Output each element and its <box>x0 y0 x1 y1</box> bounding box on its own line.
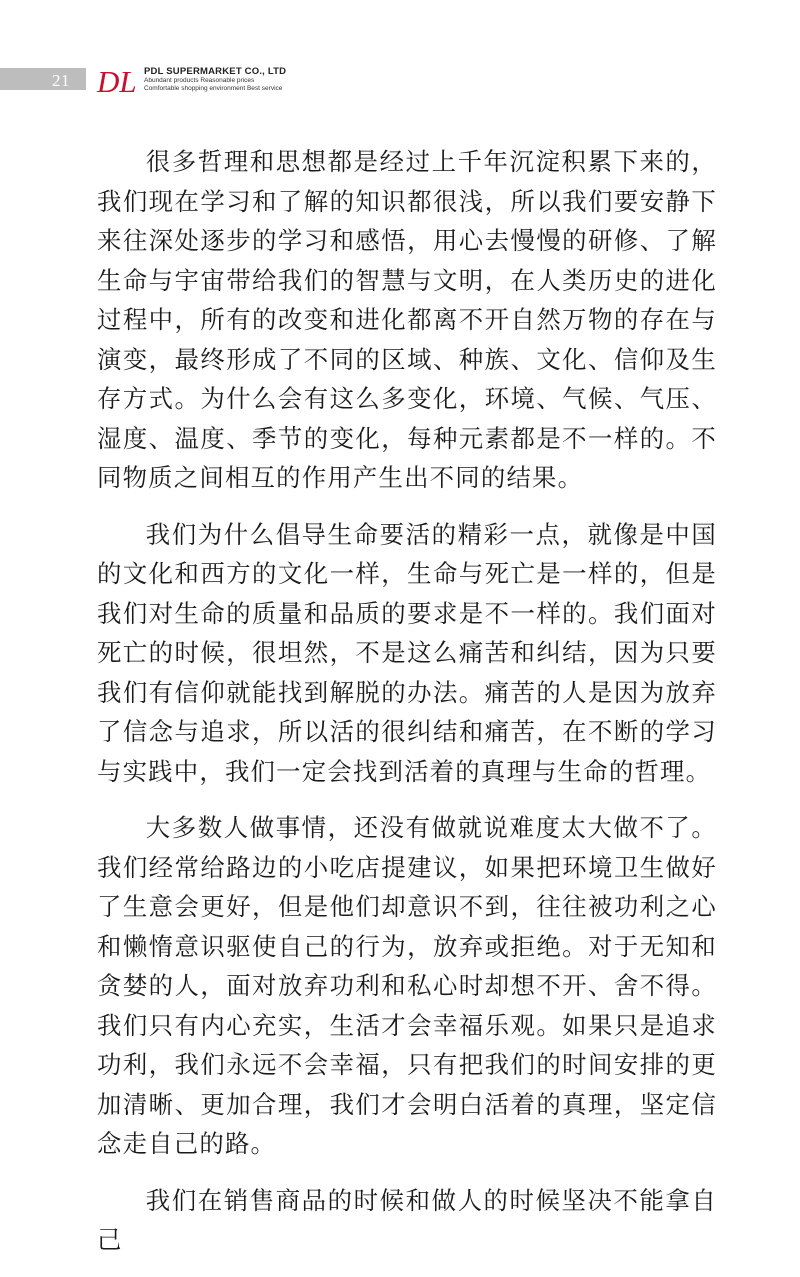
page-number-bar <box>0 68 86 90</box>
logo-text: DL <box>97 64 137 98</box>
company-tagline-1: Abundant products Reasonable prices <box>144 77 255 84</box>
company-tagline-2: Comfortable shopping environment Best service <box>144 85 283 92</box>
company-name: PDL SUPERMARKET CO., LTD <box>144 66 287 77</box>
paragraph-4: 我们在销售商品的时候和做人的时候坚决不能拿自己 <box>97 1185 717 1254</box>
company-info <box>144 66 304 93</box>
paragraph-2: 我们为什么倡导生命要活的精彩一点，就像是中国的文化和西方的文化一样，生命与死亡是一样的，但是我们对生命的质量和品质的要求是不一样的。我们面对死亡的时候，很坦然，不是这么痛苦和纠结，因为只要我们有信仰就能找到解脱的办法。痛苦的人是因为放弃了信念与追求，所以活的很纠结和痛苦，在不断的学习与实践中，我们一定会找到活着的真理与生命的哲理。 <box>97 519 717 786</box>
body-text <box>97 142 717 1277</box>
company-logo <box>96 64 142 98</box>
paragraph-1: 很多哲理和思想都是经过上千年沉淀积累下来的，我们现在学习和了解的知识都很浅，所以我们要安静下来往深处逐步的学习和感悟，用心去慢慢的研修、了解生命与宇宙带给我们的智慧与文明，在人类历史的进化过程中，所有的改变和进化都离不开自然万物的存在与演变，最终形成了不同的区域、种族、文化、信仰及生存方式。为什么会有这么多变化，环境、气候、气压、湿度、温度、季节的变化，每种元素都是不一样的。不同物质之间相互的作用产生出不同的结果。 <box>97 147 717 492</box>
running-header <box>0 66 300 100</box>
paragraph-3: 大多数人做事情，还没有做就说难度太大做不了。我们经常给路边的小吃店提建议，如果把环境卫生做好了生意会更好，但是他们却意识不到，往往被功利之心和懒惰意识驱使自己的行为，放弃或拒绝。对于无知和贪婪的人，面对放弃功利和私心时却想不开、舍不得。我们只有内心充实，生活才会幸福乐观。如果只是追求功利，我们永远不会幸福，只有把我们的时间安排的更加清晰、更加合理，我们才会明白活着的真理，坚定信念走自己的路。 <box>97 813 717 1158</box>
page-number: 21 <box>52 71 70 90</box>
